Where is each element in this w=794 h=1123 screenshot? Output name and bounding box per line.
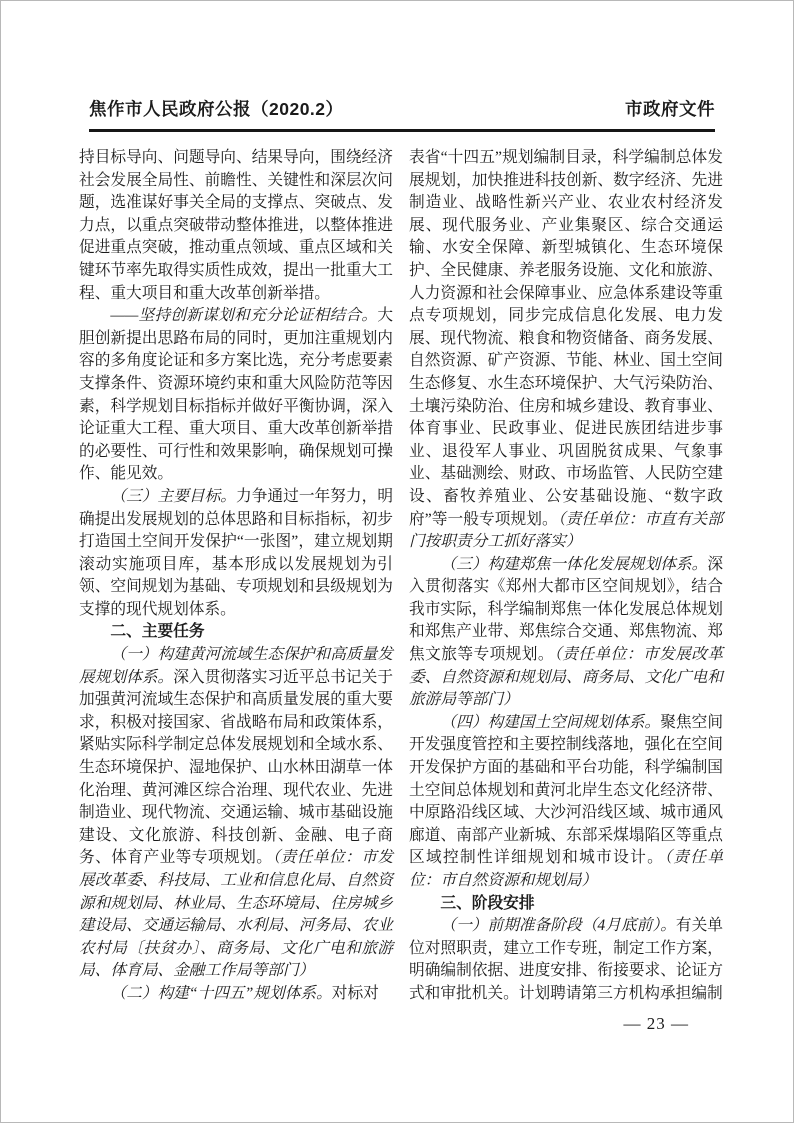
text-segment: 三、阶段安排 <box>440 894 535 912</box>
document-body <box>79 147 723 1006</box>
text-segment: 力争通过一年努力，明确提出发展规划的总体思路和目标指标，初步打造国土空间开发保护“一张图”，建立规划期滚动实施项目库，基本形成以发展规划为引领、空间规划为基础、专项规划和县级规划为支撑的现代规划体系。 <box>79 487 394 618</box>
text-segment: 聚焦空间开发强度管控和主要控制线落地，强化在空间开发保护方面的基础和平台功能，科学编制国土空间总体规划和黄河北岸生态文化经济带、中原路沿线区域、大沙河沿线区域、城市通风廊道、南部产业新城、东部采煤塌陷区等重点区域控制性详细规划和城市设计。 <box>409 713 724 867</box>
page-header <box>89 1 715 132</box>
paragraph <box>409 147 723 554</box>
text-segment: 对标对 <box>331 984 379 1002</box>
text-segment: （责任单位：市发展改革委、自然资源和规划局、商务局、文化广电和旅游局等部门） <box>409 646 724 709</box>
section-heading <box>79 621 393 644</box>
text-segment: （责任单位：市自然资源和规划局） <box>409 849 724 889</box>
text-segment: 有关单位对照职责，建立工作专班，制定工作方案，明确编制依据、进度安排、衔接要求、论证方式和审批机关。计划聘请第三方机构承担编制 <box>409 917 723 1002</box>
text-segment: 二、主要任务 <box>110 623 205 641</box>
section-heading <box>409 893 723 916</box>
text-segment: （三）构建郑焦一体化发展规划体系。 <box>440 555 708 573</box>
column-left <box>79 147 393 1006</box>
paragraph <box>409 712 723 893</box>
paragraph <box>79 147 393 305</box>
header-title-right: 市政府文件 <box>625 99 715 119</box>
text-segment: 深入贯彻落实习近平总书记关于加强黄河流域生态保护和高质量发展的重大要求，积极对接国家、省战略布局和政策体系，紧贴实际科学制定总体发展规划和全域水系、生态环境保护、湿地保护、山水林田湖草一体化治理、黄河滩区综合治理、现代农业、先进制造业、现代物流、交通运输、城市基础设施建设、文化旅游、科技创新、金融、电子商务、体育产业等专项规划。 <box>79 668 394 867</box>
text-segment: 持目标导向、问题导向、结果导向，围绕经济社会发展全局性、前瞻性、关键性和深层次问题，选准谋好事关全局的支撑点、突破点、发力点，以重点突破带动整体推进，以整体推进促进重点突破，推动重点领域、重点区域和关键环节率先取得实质性成效，提出一批重大工程、重大项目和重大改革创新举措。 <box>79 149 393 302</box>
text-segment: （三）主要目标。 <box>110 487 237 505</box>
column-right <box>409 147 723 1006</box>
paragraph <box>79 486 393 622</box>
paragraph <box>409 554 723 712</box>
paragraph <box>79 983 393 1006</box>
text-segment: 表省“十四五”规划编制目录，科学编制总体发展规划，加快推进科技创新、数字经济、先进制造业、战略性新兴产业、农业农村经济发展、现代服务业、产业集聚区、综合交通运输、水安全保障、新型城镇化、生态环境保护、全民健康、养老服务设施、文化和旅游、人力资源和社会保障事业、应急体系建设等重点专项规划，同步完成信息化发展、电力发展、现代物流、粮食和物资储备、商务发展、自然资源、矿产资源、节能、林业、国土空间生态修复、水生态环境保护、大气污染防治、土壤污染防治、住房和城乡建设、教育事业、体育事业、民政事业、促进民族团结进步事业、退役军人事业、巩固脱贫成果、气象事业、基础测绘、财政、市场监管、人民防空建设、畜牧养殖业、公安基础设施、“数字政府”等一般专项规划。 <box>409 149 723 528</box>
paragraph <box>79 305 393 486</box>
text-segment: 大胆创新提出思路布局的同时，更加注重规划内容的多角度论证和多方案比选，充分考虑要素支撑条件、资源环境约束和重大风险防范等因素，科学规划目标指标并做好平衡协调，深入论证重大工程、重大项目、重大改革创新举措的必要性、可行性和效果影响，确保规划可操作、能见效。 <box>79 307 393 483</box>
paragraph <box>79 644 393 983</box>
text-segment: （二）构建“十四五”规划体系。 <box>110 984 332 1002</box>
page-number: — 23 — <box>623 1014 689 1033</box>
text-segment: （责任单位：市直有关部门按职责分工抓好落实） <box>409 510 723 551</box>
text-segment: （一）构建黄河流域生态保护和高质量发展规划体系。 <box>79 646 393 686</box>
text-segment: ——坚持创新谋划和充分论证相结合。 <box>110 307 378 325</box>
text-segment: （一）前期准备阶段（4月底前）。 <box>440 917 676 935</box>
text-segment: （四）构建国土空间规划体系。 <box>440 713 661 731</box>
text-segment: （责任单位：市发展改革委、科技局、工业和信息化局、自然资源和规划局、林业局、生态环境局、住房城乡建设局、交通运输局、水利局、河务局、农业农村局〔扶贫办〕、商务局、文化广电和旅游局、体育局、金融工作局等部门） <box>79 849 394 980</box>
text-segment: 深入贯彻落实《郑州大都市区空间规划》，结合我市实际，科学编制郑焦一体化发展总体规划和郑焦产业带、郑焦综合交通、郑焦物流、郑焦文旅等专项规划。 <box>409 555 723 664</box>
paragraph <box>409 915 723 1005</box>
header-title-left: 焦作市人民政府公报（2020.2） <box>89 99 344 119</box>
